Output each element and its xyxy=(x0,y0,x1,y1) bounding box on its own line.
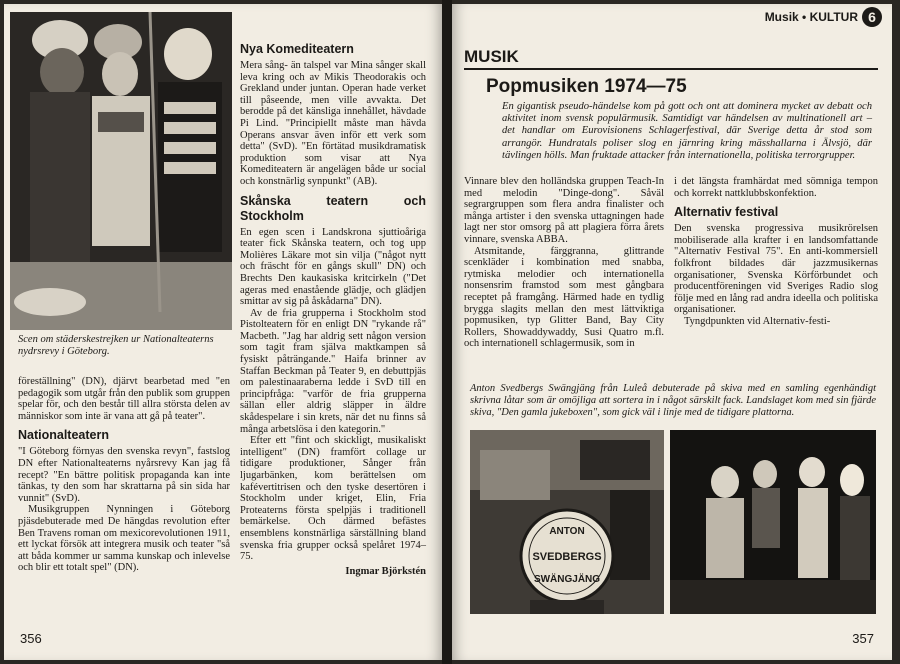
col2-paragraph-2: Den svenska progressiva musikrörelsen mobiliserade alla krafter i en landsomfattande "Alternativ Festival 75". En anti-kommersiell folkfront bildades där jazzmusikernas organisationer, Svenska Körförbundet och producentföreningen vid Sveriges Radio slog följe med en lång rad andra ideella och politiska organisationer. xyxy=(674,223,878,316)
section-title: MUSIK xyxy=(464,47,519,66)
band-stage-illustration xyxy=(670,430,876,614)
running-head: Musik • KULTUR xyxy=(764,10,858,24)
band-drum-illustration xyxy=(470,430,664,614)
theatre-scene-photo xyxy=(10,12,232,330)
nationalteatern-paragraph-2: Musikgruppen Nynningen i Göteborg pjäsdebuterade med De hängdas revolution efter Ben Travens roman om mexicorevolutionen 1911, ett lyckat försök att integrera musik och teater "så att båda kommer ur samma kunskap och inlevelse och blir ett totalt spel" (DN). xyxy=(18,504,230,574)
left-column-1 xyxy=(18,376,230,574)
section-rule xyxy=(464,68,878,70)
right-page-number: 357 xyxy=(852,631,874,646)
nationalteatern-paragraph-1: "I Göteborg förnyas den svenska revyn", fastslog DN efter Nationalteaterns nyårsrevy Kan jag få recept? "En bättre politisk propaganda kan inte tänkas, ty den som har skrattarna på sin sida har vunnit" (SvD). xyxy=(18,446,230,504)
book-gutter xyxy=(442,0,452,664)
skanska-paragraph-1: En egen scen i Landskrona sjuttioåriga teater fick Skånska teatern, och tog upp Molières Läkare mot sin vilja ("något nytt och fräscht för en gångs skull" DN) och Brechts Den kaukasiska kritcirkeln ("Det ageras med enastående glädje, och glädjen smittar av sig på åskådarna" DN). xyxy=(240,226,426,308)
band-drum-photo xyxy=(470,430,664,614)
theatre-scene-illustration xyxy=(10,12,232,330)
right-photo-caption: Anton Svedbergs Swängjäng från Luleå debuterade på skiva med en samling egenhändigt skrivna låtar som är omöjliga att sortera in i något särskilt fack. Landslaget kom med sin fjärde skiva, "Den gamla jukeboxen", som gick väl i linje med de tidigare plattorna. xyxy=(470,383,876,418)
left-column-2 xyxy=(240,42,426,577)
drum-text-bottom: SWÄNGJÄNG xyxy=(533,574,601,585)
article-lead: En gigantisk pseudo-händelse kom på gott och ont att dominera mycket av debatt och aktivitet inom svensk populärmusik. Samtidigt var händelsen av multinationell art – det handlar om Eurovisionens Schlagerfestival, där Sverige detta år stod som arrangör. Hundratals poliser slog en järnring kring mässhallarna i Älvsjö, där tävlingen hölls. Man fruktade attacker från internationella, politiska terrorgrupper. xyxy=(502,101,872,161)
left-page xyxy=(4,4,442,660)
col1-continuation: föreställning" (DN), djärvt bearbetad med "en pedagogik som utgår från den publik som gruppen spelar för, och den består till allra största delen av människor som inte är vana att gå på teater". xyxy=(18,376,230,422)
komediteatern-heading: Nya Komediteatern xyxy=(240,42,354,56)
right-column-1 xyxy=(464,176,664,350)
komediteatern-paragraph: Mera sång- än talspel var Mina sånger skall leva kring och av Mikis Theodorakis och Grekland under juntan. Operan hade verket till påseende, men ville avvakta. Det berodde på det känsliga innehållet, hävdade Pi Lind. "Principiellt måste man hävda Operans ansvar även inför ett verk som detta" (SvD). "En förtätad musikdramatisk produktion som visar att Nya Komediteatern är angelägen både ur social och konstnärlig synpunkt" (AB). xyxy=(240,60,426,187)
right-page xyxy=(452,4,892,660)
band-stage-photo xyxy=(670,430,876,614)
body-paragraph-2: Atsmitande, färggranna, glittrande scenkläder i kombination med snabba, rytmiska melodier och internationella nonsensrim framstod som mest gångbara receptet på framgång. Härmed hade en tydlig brygga slagits mellan den mest lättviktiga popmusiken, typ Glitter Band, Bay City Rollers, Showaddywaddy, Susi Quatro m.fl. och internationell schlagermusik, som in xyxy=(464,245,664,350)
alternativ-festival-heading: Alternativ festival xyxy=(674,205,779,220)
article-title: Popmusiken 1974—75 xyxy=(486,76,687,97)
left-photo-caption: Scen om städerskestrejken ur Nationalteaterns nydrsrevy i Göteborg. xyxy=(18,334,214,357)
left-page-number: 356 xyxy=(20,631,42,646)
nationalteatern-heading: Nationalteatern xyxy=(18,428,109,443)
col2-paragraph-1: i det längsta framhärdat med sömniga tempon och korrekt nattklubbskonfektion. xyxy=(674,176,878,199)
right-column-2 xyxy=(674,176,878,328)
author-signature: Ingmar Björkstén xyxy=(345,565,426,577)
body-paragraph-1: Vinnare blev den holländska gruppen Teach-In med melodin "Dinge-dong". Såväl segrargruppen som flera andra finalister och många artister i den svenska uttagningen hade lagt ner stor omsorg på att plagiera förra årets vinnare, svenska ABBA. xyxy=(464,176,664,245)
chapter-number-badge: 6 xyxy=(862,7,882,27)
drum-text-top: ANTON xyxy=(549,526,585,537)
skanska-paragraph-3: Efter ett "fint och skickligt, musikaliskt intelligent" (DN) framfört collage ur tidigare produktioner, Sånger från ljugarbänken, kom berättelsen om kafévertitrisen och den tyske desertören i Stockholm under kriget, Elin, Fria Proteaterns första spelpjäs i traditionell bemärkelse. Och därmed befästes ensemblens konstnärliga särställning bland svenska fria grupper också spelåret 1974–75. xyxy=(240,435,426,563)
skanska-teatern-heading: Skånska teatern och Stockholm xyxy=(240,193,426,223)
drum-text-middle: SVEDBERGS xyxy=(532,551,602,563)
col2-paragraph-3: Tyngdpunkten vid Alternativ-festi- xyxy=(684,315,831,327)
skanska-paragraph-2: Av de fria grupperna i Stockholm stod Pistolteatern för en enligt DN "rykande rå" Macbeth. "Jag har aldrig sett någon version som tagit fram själva maktkampen så fysiskt påträngande." Haifa brinner av Staffan Beckman på Teater 9, en debuttpjäs om palestinaaraberna ledde i SvD till en principfråga: "varför de fria grupperna sällan eller aldrig släpper in äldre skådespelare i sin krets, när det nu finns så många arbetslösa i den kategorin." xyxy=(240,307,426,435)
